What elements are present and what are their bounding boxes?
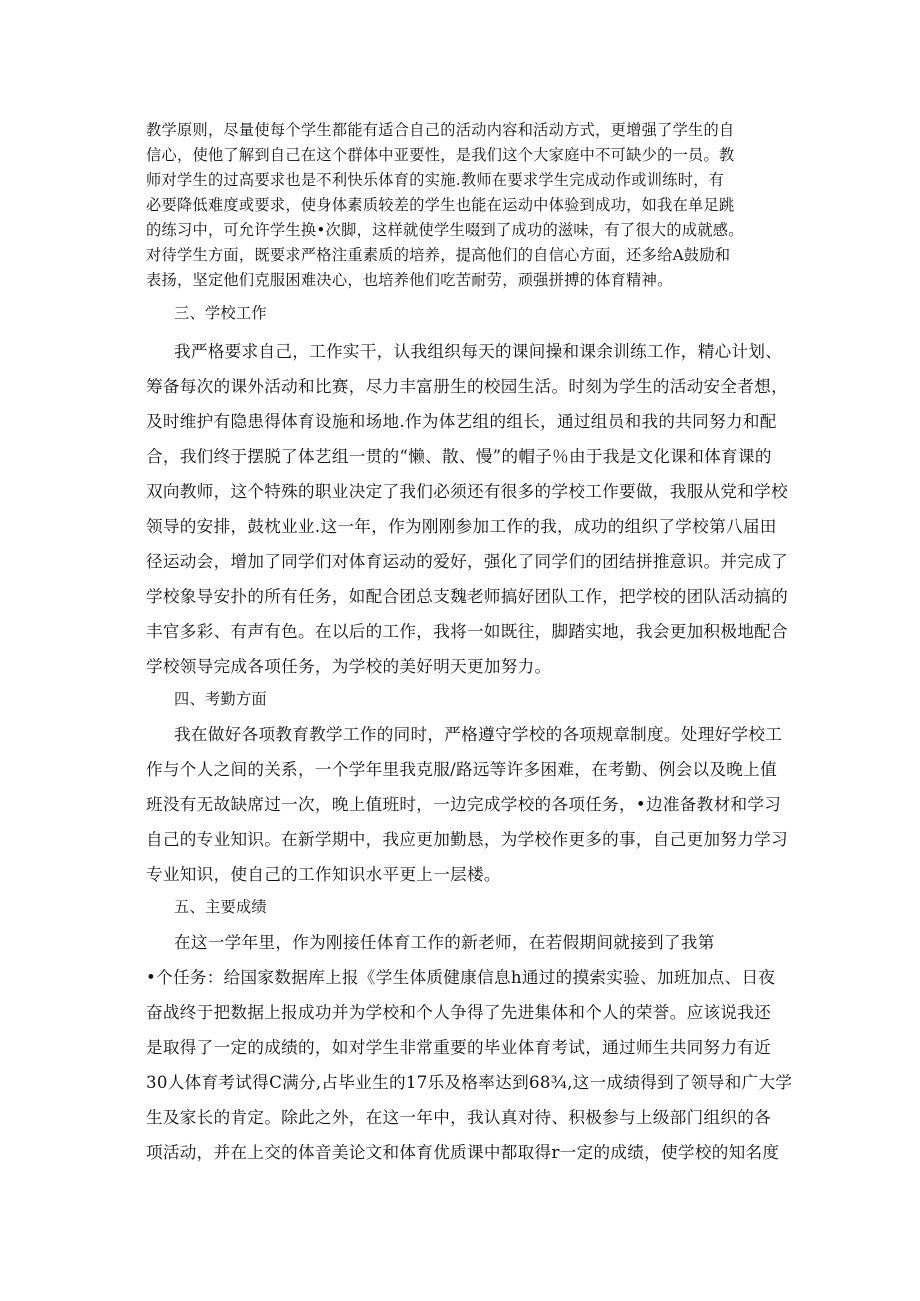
text-line: 生及家长的肯定。除此之外，在这一年中，我认真对待、积极参与上级部门组织的各 — [146, 1108, 772, 1127]
text-line: 及时维护有隐患得体育设施和场地.作为体艺组的组长，通过组员和我的共同努力和配 — [146, 412, 777, 431]
text-line: 我在做好各项教育教学工作的同时，严格遵守学校的各项规章制度。处理好学校工 — [174, 725, 783, 744]
text-line: 的练习中，可允许学生换•次脚，这样就使学生啜到了成功的滋味，有了很大的成就感。 — [146, 221, 744, 239]
section-heading-achievements: 五、主要成绩 — [174, 898, 267, 916]
text-line: 必要降低难度或要求，使身体素质较差的学生也能在运动中体验到成功，如我在单足跳 — [146, 196, 735, 214]
section-heading-attendance: 四、考勤方面 — [174, 690, 267, 708]
text-line: 径运动会，增加了同学们对体育运动的爱好，强化了同学们的团结拼推意识。并完成了 — [146, 552, 788, 571]
text-line: 学校象导安扑的所有任务，如配合团总支魏老师搞好团队工作，把学校的团队活动搞的 — [146, 587, 788, 606]
text-line: 对待学生方面，既要求严格注重素质的培养，提高他们的自信心方面，还多给A鼓励和 — [146, 246, 731, 264]
section-heading-school-work: 三、学校工作 — [174, 304, 267, 322]
text-line: 双向教师，这个特殊的职业决定了我们必须还有很多的学校工作要做，我服从党和学校 — [146, 482, 788, 501]
text-line: 在这一学年里，作为刚接任体育工作的新老师，在若假期间就接到了我第 — [174, 933, 715, 952]
text-line: 专业知识，使自己的工作知识水平更上一层楼。 — [146, 865, 501, 884]
text-line: 师对学生的过高要求也是不利快乐体育的实施.教师在要求学生完成动作或训练时，有 — [146, 171, 725, 189]
text-line: 30人体育考试得C满分,占毕业生的17乐及格率达到68¾,这一成绩得到了领导和广大学 — [146, 1073, 793, 1092]
text-line: 是取得了一定的成绩的，如对学生非常重要的毕业体育考试，通过师生共同努力有近 — [146, 1038, 772, 1057]
text-line: 自己的专业知识。在新学期中，我应更加勤恳，为学校作更多的事，自己更加努力学习 — [146, 830, 788, 849]
text-line: 筹备每次的课外活动和比赛，尽力丰富册生的校园生活。时刻为学生的活动安全者想， — [146, 377, 788, 396]
text-line: 合，我们终于摆脱了体艺组一贯的“懒、散、慢”的帽子％由于我是文化课和体育课的 — [146, 447, 772, 466]
text-line: 学校领导完成各项任务，为学校的美好明天更加努力。 — [146, 657, 552, 676]
text-line: 丰官多彩、有声有色。在以后的工作，我将一如既往，脚踏实地，我会更加积极地配合 — [146, 622, 788, 641]
text-line: 领导的安排，鼓枕业业.这一年，作为刚刚参加工作的我，成功的组织了学校第八届田 — [146, 517, 777, 536]
text-line: 表扬，坚定他们克服困难决心，也培养他们吃苦耐劳，顽强拼搏的体育精神。 — [146, 271, 673, 289]
text-line: 作与个人之间的关系，一个学年里我克服/路远等许多困难，在考勤、例会以及晚上值 — [146, 760, 777, 779]
text-line: •个任务：给国家数据库上报《学生体质健康信息h通过的摸索实验、加班加点、日夜 — [146, 968, 776, 987]
text-line: 班没有无故缺席过一次，晚上值班时，一边完成学校的各项任务，•边准备教材和学习 — [146, 795, 782, 814]
text-line: 教学原则，尽量使每个学生都能有适合自己的活动内容和活动方式，更增强了学生的自 — [146, 121, 735, 139]
text-line: 我严格要求自己，工作实干，认我组织每天的课间操和课余训练工作，精心计划、 — [174, 342, 783, 361]
text-line: 信心，使他了解到自己在这个群体中亚要性，是我们这个大家庭中不可缺少的一员。教 — [146, 146, 735, 164]
text-line: 奋战终于把数据上报成功并为学校和个人争得了先进集体和个人的荣誉。应该说我还 — [146, 1003, 772, 1022]
text-line: 项活动，并在上交的体音美论文和体育优质课中都取得r一定的成绩，使学校的知名度 — [146, 1143, 780, 1162]
